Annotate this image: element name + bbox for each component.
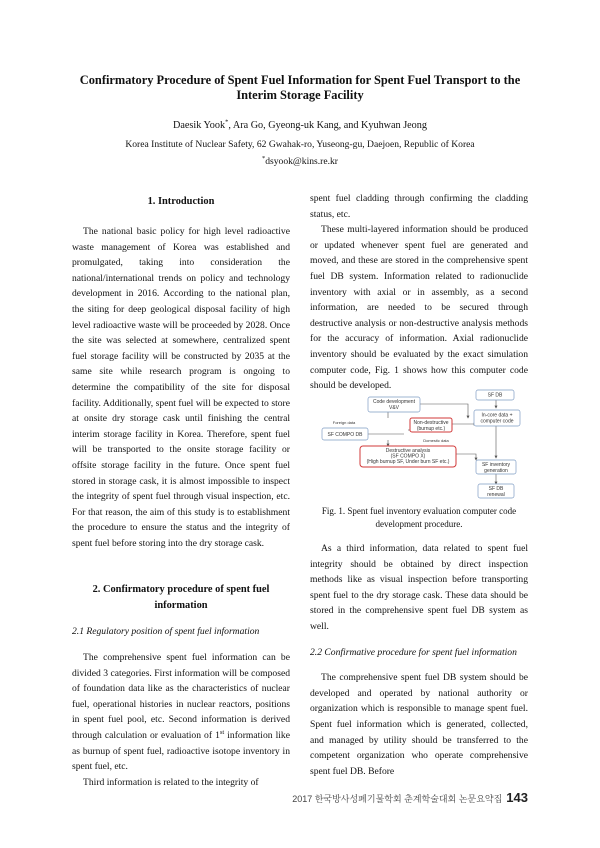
inventory-label-1: SF inventory — [481, 462, 511, 468]
code-dev-label: Code development — [373, 399, 415, 405]
contact-email — [60, 156, 540, 167]
cladding-paragraph: spent fuel cladding through confirming the cladding status, etc. — [310, 193, 528, 220]
domestic-data-label: Domestic data — [423, 438, 449, 443]
sf-db-label: SF DB — [487, 392, 503, 399]
subsection-2-2-heading: 2.2 Confirmative procedure for spent fuel information — [310, 646, 517, 658]
destructive-label-3: (High burnup SF, Under burn SF etc.) — [366, 459, 450, 465]
figure-caption: Fig. 1. Spent fuel inventory evaluation computer code development procedure. — [321, 506, 517, 529]
renewal-label-1: SF DB — [488, 486, 504, 492]
nondestructive-label-2: (burnup etc.) — [416, 426, 446, 432]
db-system-paragraph: The comprehensive spent fuel DB system should be developed and operated by national authority or organization which is responsible to manage spent fuel. Spent fuel information which is generated, collected, and managed by utility should be transferred to the competent organization who operate comprehensive spent fuel DB. Before — [310, 672, 528, 777]
incore-label-1: In-core data + — [481, 412, 513, 419]
proceedings-name: 2017 한국방사성폐기물학회 춘계학술대회 논문요약집 — [292, 794, 503, 804]
destructive-label-1: Destructive analysis — [385, 448, 431, 454]
categories-text-cont: information like as burnup of spent fuel, radioactive isotope inventory in spent fuel, etc. — [72, 730, 290, 773]
right-column-bottom — [310, 541, 528, 779]
author-list — [60, 120, 540, 131]
intro-paragraph: The national basic policy for high level radioactive waste management of Korea was established and promulgated, taking into consideration the national/international trends on policy and technology development in 2016. According to the national plan, the siting for deep geological disposal facility of high level radioactive waste will be proceeded by 2028. Once the site was selected at somewhere, centralized spent fuel storage facility will be constructed by 2035 at the same site while research program is ongoing to determine the compatibility of the site for disposal facility. Additionally, spent fuel will be expected to store at onsite dry storage cask until finishing the central interim storage facility in Korea. Therefore, spent fuel will be transported to the onsite storage facility or offsite storage facility in the future. Once spent fuel stored in storage cask, it is almost impossible to inspect the integrity of spent fuel through visual inspection, etc. For that reason, the aim of this study is to establishment the procedure to ensure the status and the integrity of spent fuel before storing into the dry storage cask. — [72, 226, 290, 549]
incore-label-2: computer code — [480, 418, 514, 425]
renewal-label-2: renewal — [487, 492, 505, 498]
co-authors: , Ara Go, Gyeong-uk Kang, and Kyuhwan Jeong — [228, 120, 427, 131]
email-mark: * — [261, 154, 266, 162]
categories-paragraph — [72, 650, 290, 775]
email-address: dsyook@kins.re.kr — [265, 156, 339, 167]
vnv-label: V&V — [388, 405, 400, 411]
lead-author: Daesik Yook — [173, 120, 226, 131]
right-column-top — [310, 191, 528, 394]
left-column — [72, 194, 290, 790]
third-info-section-paragraph: As a third information, data related to spent fuel integrity should be obtained by direct inspection methods like as visual inspection before transporting spent fuel to the dry storage cask. These data should be stored in the comprehensive spent fuel DB system as well. — [310, 543, 528, 632]
flowchart-diagram — [318, 388, 524, 500]
categories-text: The comprehensive spent fuel information can be divided 3 categories. First information will be composed of foundation data like as the characteristics of nuclear fuel, operational histories in nuclear reactors, positions in spent fuel pool, etc. Second information is derived through calculation or evaluation of 1 — [72, 652, 290, 742]
inventory-label-2: generation — [484, 468, 508, 474]
foreign-data-label: Foreign data — [332, 420, 356, 425]
destructive-label-2: (SF COMPO X) — [390, 453, 426, 460]
multilayer-paragraph: These multi-layered information should be produced or updated whenever spent fuel are generated and moved, and these are stored in the comprehensive spent fuel DB system. Information related to radionuclide inventory with axial or in assembly, as a second information, are needed to be secured through destructive analysis or non-destructive analysis methods for the accuracy of information. Axial radionuclide inventory should be evaluated by the exact simulation computer code, Fig. 1 shows how this computer code should be developed. — [310, 224, 528, 392]
intro-heading: 1. Introduction — [147, 196, 215, 207]
third-info-paragraph: Third information is related to the integrity of — [83, 776, 259, 788]
ordinal-sup: st — [219, 728, 225, 736]
page-number: 143 — [506, 790, 528, 805]
figure-1 — [318, 388, 524, 500]
affiliation: Korea Institute of Nuclear Safety, 62 Gwahak-ro, Yuseong-gu, Daejoen, Republic of Korea — [125, 139, 475, 150]
corresponding-mark: * — [225, 118, 229, 126]
page-footer — [292, 790, 528, 805]
paper-title: Confirmatory Procedure of Spent Fuel Information for Spent Fuel Transport to the Interim Storage Facility — [79, 73, 521, 102]
nondestructive-label-1: Non-destructive — [413, 420, 449, 426]
section2-heading: 2. Confirmatory procedure of spent fuel information — [92, 584, 270, 612]
sf-compo-db-label: SF COMPO DB — [327, 432, 363, 438]
subsection-2-1-heading: 2.1 Regulatory position of spent fuel information — [72, 626, 260, 638]
